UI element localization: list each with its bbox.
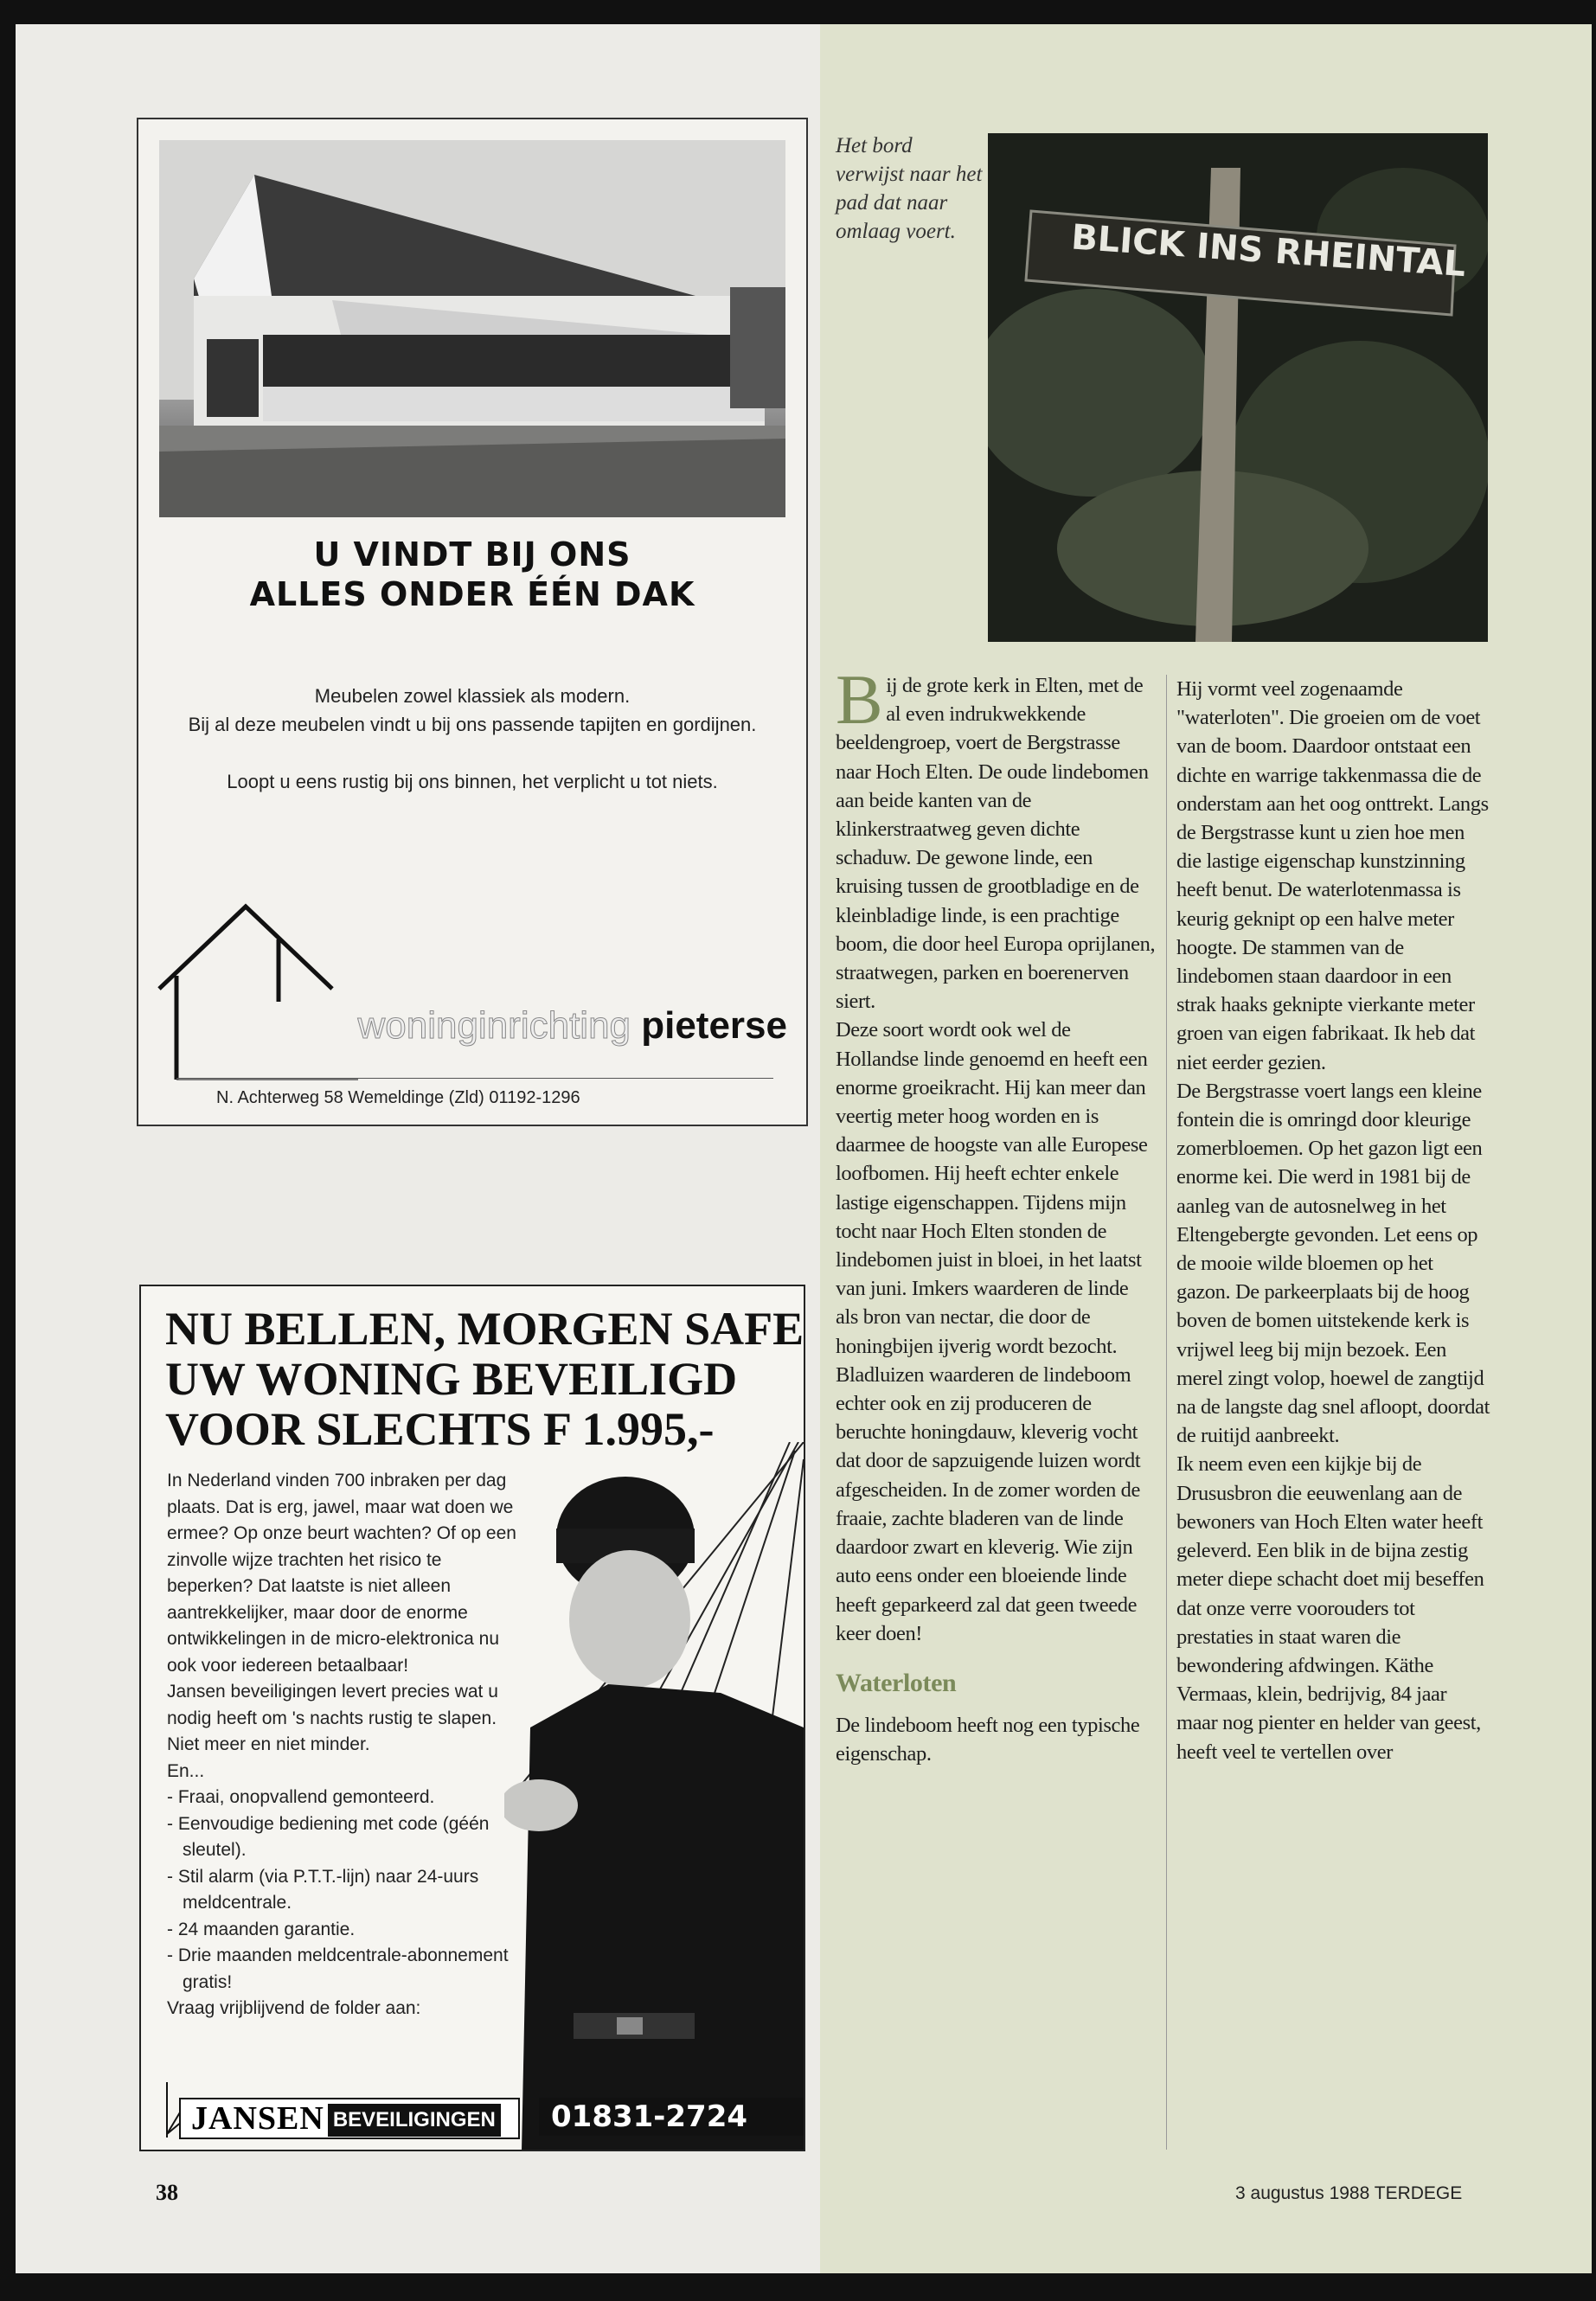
article-col1-p3: De lindeboom heeft nog een typische eigenschap. — [836, 1714, 1140, 1766]
ad2-paragraph1: In Nederland vinden 700 inbraken per dag plaats. Dat is erg, jawel, maar wat doen we ermee? Op onze beurt wachten? Of op een zinvolle wijze trachten het risico te beperken? Dat laatste is niet alleen aantrekkelijker, maar door de enorme ontwikkelingen in de micro-elektronica nu ook voor iedereen betaalbaar! — [167, 1471, 516, 1676]
ad2-headline-line1: NU BELLEN, MORGEN SAFE — [165, 1303, 804, 1355]
ad2-feature-list — [167, 1785, 530, 1996]
company-logo-text — [294, 1004, 787, 1048]
ad-body-line3: Loopt u eens rustig bij ons binnen, het verplicht u tot niets. — [227, 771, 718, 792]
ad2-feature-item: - 24 maanden garantie. — [167, 1919, 356, 1939]
ad2-feature-item: - Eenvoudige bediening met code (géén sleutel). — [167, 1813, 490, 1860]
drop-cap: B — [836, 660, 883, 739]
company-name: JANSEN — [191, 2100, 324, 2137]
phone-number: 01831-2724 — [539, 2098, 805, 2136]
ad2-headline — [165, 1304, 805, 1454]
column-divider — [1166, 675, 1167, 2150]
company-subname: BEVEILIGINGEN — [328, 2104, 501, 2137]
article-column-2 — [1176, 675, 1491, 1766]
page-number: 38 — [156, 2180, 178, 2205]
ad2-feature-item: - Stil alarm (via P.T.T.-lijn) naar 24-uurs meldcentrale. — [167, 1866, 479, 1913]
article-subheading: Waterloten — [836, 1668, 957, 1697]
sign-text: BLICK INS RHEINTAL — [1069, 217, 1467, 285]
ad2-body-text — [167, 1468, 530, 2022]
house-logo-icon — [151, 881, 358, 1106]
article-col1-p1 — [836, 660, 1156, 1016]
logo-rule — [176, 1078, 773, 1079]
logo-light-text: woninginrichting — [357, 1004, 642, 1047]
headline-line2: ALLES ONDER ÉÉN DAK — [249, 575, 695, 613]
headline-line1: U VINDT BIJ ONS — [313, 535, 631, 574]
ad2-headline-line2: UW WONING BEVEILIGD — [165, 1353, 738, 1405]
article-col1-p2: Deze soort wordt ook wel de Hollandse linde genoemd en heeft een enorme groeikracht. Hij kan meer dan veertig meter hoog worden en is daarmee de hoogste van alle Europese loofbomen. Hij heeft echter enkele lastige eigenschappen. Tijdens mijn tocht naar Hoch Elten stonden de lindebomen juist in bloei, in het laatst van juni. Imkers waarderen de linde als bron van nectar, die door de honingbijen ijverig wordt bezocht. Bladluizen waarderen de lindeboom echter ook en zij produceren de beruchte honingdauw, kleverig vocht dat door de sapzuigende luizen wordt afgescheiden. In de zomer worden de fraaie, zachte bladeren van de linde daardoor zwart en kleverig. Wie zijn auto eens onder een bloeiende linde heeft geparkeerd zal dat geen tweede keer doen! — [836, 1018, 1148, 1645]
article-col2-p1: Hij vormt veel zogenaamde "waterloten". Die groeien om de voet van de boom. Daardoor ontstaat een dichte en warrige takkenmassa die de onderstam aan het oog onttrekt. Langs de Bergstrasse kunt u zien hoe men die lastige eigenschap kunstzinning heeft benut. De waterlotenmassa is keurig geknipt op een halve meter hoogte. De stammen van de lindebomen staan daardoor in een strak haaks geknipte vierkante meter groen van eigen fabrikaat. Ik heb dat niet eerder gezien. — [1176, 677, 1489, 1074]
page-footer: 3 augustus 1988 TERDEGE — [1235, 2183, 1463, 2203]
article-col2-p2: De Bergstrasse voert langs een kleine fontein die is omringd door kleurige zomerbloemen. Op het gazon ligt een enorme kei. Die werd in 1981 bij de aanleg van de autosnelweg in het Eltengebergte gevonden. Let eens op de mooie wilde bloemen op het gazon. De parkeerplaats bij de hoog boven de bomen uitstekende kerk is vrijwel leeg bij mijn bezoek. Een merel zingt volop, hoewel de zangtijd na de langste dag snel afloopt, doordat de ruitijd aanbreekt. — [1176, 1079, 1490, 1448]
ad2-headline-line3: VOOR SLECHTS F 1.995,- — [165, 1403, 715, 1455]
photo-caption: Het bord verwijst naar het pad dat naar omlaag voert. — [836, 134, 983, 243]
burglar-photo — [504, 1442, 804, 2151]
ad-body-line1: Meubelen zowel klassiek als modern. — [314, 685, 631, 707]
forest-sign-illustration — [988, 133, 1488, 642]
ad2-paragraph3: En... — [167, 1760, 205, 1781]
magazine-page — [16, 24, 1592, 2273]
article-col1-p1-text: ij de grote kerk in Elten, met de al even indrukwekkende beeldengroep, voert de Bergstrasse naar Hoch Elten. De oude lindebomen aan beide kanten van de klinkerstraatweg geven dichte schaduw. De gewone linde, een kruising tussen de grootbladige en de kleinbladige linde, is een prachtige boom, die door heel Europa oprijlanen, straatwegen, parken en boerenerven siert. — [836, 674, 1156, 1014]
sign-photo — [988, 133, 1488, 642]
jansen-logo — [179, 2098, 520, 2139]
article-column-1 — [836, 660, 1156, 1769]
advertisement-jansen — [139, 1285, 805, 2151]
advertisement-pieterse — [137, 118, 808, 1126]
logo-bold-text: pieterse — [641, 1004, 787, 1047]
ad2-paragraph4: Vraag vrijblijvend de folder aan: — [167, 1998, 421, 2018]
store-address: N. Achterweg 58 Wemeldinge (Zld) 01192-1296 — [216, 1088, 580, 1107]
ad-body-line2: Bij al deze meubelen vindt u bij ons passende tapijten en gordijnen. — [188, 714, 757, 735]
article-col2-p3: Ik neem even een kijkje bij de Drususbron die eeuwenlang aan de bewoners van Hoch Elten water heeft geleverd. Een blik in de bijna zestig meter diepe schacht doet mij beseffen dat onze verre voorouders tot prestaties in staat waren die bewondering afdwingen. Käthe Vermaas, klein, bedrijvig, 84 jaar maar nog pienter en helder van geest, heeft veel te vertellen over — [1176, 1452, 1484, 1764]
ad2-feature-item: - Fraai, onopvallend gemonteerd. — [167, 1787, 435, 1807]
furniture-store-photo — [159, 140, 785, 517]
store-building-illustration — [159, 140, 785, 517]
ad2-feature-item: - Drie maanden meldcentrale-abonnement gratis! — [167, 1945, 509, 1992]
ad2-paragraph2: Jansen beveiligingen levert precies wat u nodig heeft om 's nachts rustig te slapen. Niet meer en niet minder. — [167, 1682, 498, 1754]
